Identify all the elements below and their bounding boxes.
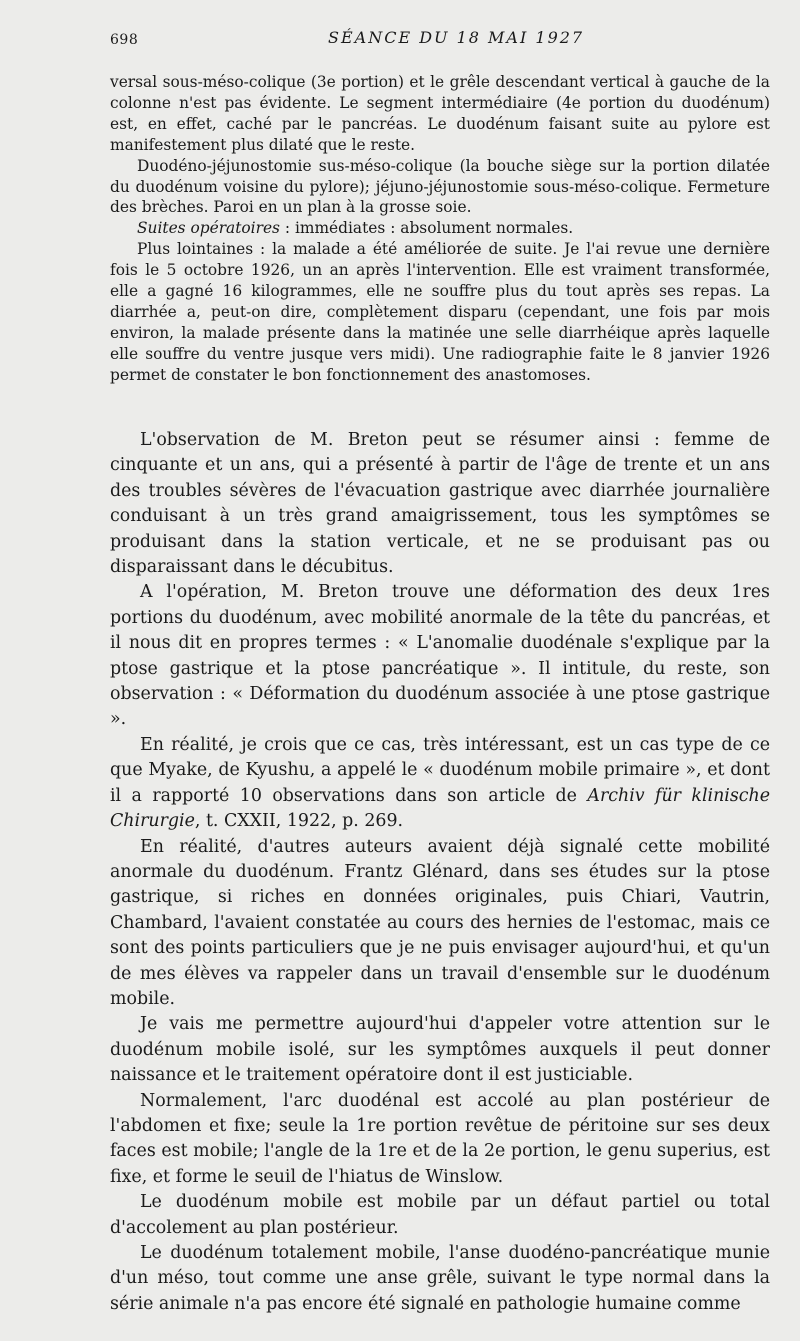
paragraph: Le duodénum mobile est mobile par un défaut partiel ou total d'accolement au plan postérieur. xyxy=(110,1192,770,1238)
paragraph-text: : immédiates : absolument normales. xyxy=(279,219,574,238)
paragraph xyxy=(110,218,770,239)
running-title: SÉANCE DU 18 MAI 1927 xyxy=(328,28,585,47)
paragraph: Duodéno-jéjunostomie sus-méso-colique (la bouche siège sur la portion dilatée du duodénum voisine du pylore); jéjuno-jéjunostomie sous-méso-colique. Fermeture des brèches. Paroi en un plan à la grosse soie. xyxy=(110,156,770,217)
paragraph: Plus lointaines : la malade a été améliorée de suite. Je l'ai revue une dernière fois le 5 octobre 1926, un an après l'intervention. Elle est vraiment transformée, elle a gagné 16 kilogrammes, elle ne souffre plus du tout après ses repas. La diarrhée a, peut-on dire, complètement disparu (cependant, une fois par mois environ, la malade présente dans la matinée une selle diarrhéique après laquelle elle souffre du ventre jusque vers midi). Une radiographie faite le 8 janvier 1926 permet de constater le bon fonctionnement des anastomoses. xyxy=(110,240,770,384)
paragraph-text: En réalité, je crois que ce cas, très intéressant, est un cas type de ce que Myake, de Kyushu, a appelé le « duodénum mobile primaire », et dont il a rapporté 10 observations dans son article de xyxy=(110,734,770,806)
page-header xyxy=(110,28,770,52)
paragraph: A l'opération, M. Breton trouve une déformation des deux 1res portions du duodénum, avec mobilité anormale de la tête du pancréas, et il nous dit en propres termes : « L'anomalie duodénale s'explique par la ptose gastrique et la ptose pancréatique ». Il intitule, du reste, son observation : « Déformation du duodénum associée à une ptose gastrique ». xyxy=(110,582,770,730)
paragraph: L'observation de M. Breton peut se résumer ainsi : femme de cinquante et un ans, qui a présenté à partir de l'âge de trente et un ans des troubles sévères de l'évacuation gastrique avec diarrhée journalière conduisant à un très grand amaigrissement, tous les symptômes se produisant dans la station verticale, et ne se produisant pas ou disparaissant dans le décubitus. xyxy=(110,430,770,578)
paragraph: versal sous-méso-colique (3e portion) et le grêle descendant vertical à gauche de la colonne n'est pas évidente. Le segment intermédiaire (4e portion du duodénum) est, en effet, caché par le pancréas. Le duodénum faisant suite au pylore est manifestement plus dilaté que le reste. xyxy=(110,73,770,154)
italic-label: Suites opératoires xyxy=(137,219,280,238)
paragraph: Je vais me permettre aujourd'hui d'appeler votre attention sur le duodénum mobile isolé, sur les symptômes auxquels il peut donner naissance et le traitement opératoire dont il est justiciable. xyxy=(110,1014,770,1086)
paragraph xyxy=(110,733,770,835)
paragraph: Le duodénum totalement mobile, l'anse duodéno-pancréatique munie d'un méso, tout comme une anse grêle, suivant le type normal dans la série animale n'a pas encore été signalé en pathologie humaine comme xyxy=(110,1243,770,1314)
paragraph-text: , t. CXXII, 1922, p. 269. xyxy=(194,811,404,832)
case-report-continuation xyxy=(110,72,770,386)
page-number: 698 xyxy=(110,32,139,48)
journal-title: Archiv für klinische Chirurgie xyxy=(110,785,770,832)
discussion-text xyxy=(110,428,770,1317)
paragraph: Normalement, l'arc duodénal est accolé au plan postérieur de l'abdomen et fixe; seule la 1re portion revêtue de péritoine sur ses deux faces est mobile; l'angle de la 1re et de la 2e portion, le genu superius, est fixe, et forme le seuil de l'hiatus de Winslow. xyxy=(110,1090,770,1187)
paragraph: En réalité, d'autres auteurs avaient déjà signalé cette mobilité anormale du duodénum. Frantz Glénard, dans ses études sur la ptose gastrique, si riches en données originales, puis Chiari, Vautrin, Chambard, l'avaient constatée au cours des hernies de l'estomac, mais ce sont des points particuliers que je ne puis envisager aujourd'hui, et qu'un de mes élèves va rappeler dans un travail d'ensemble sur le duodénum mobile. xyxy=(110,836,770,1009)
